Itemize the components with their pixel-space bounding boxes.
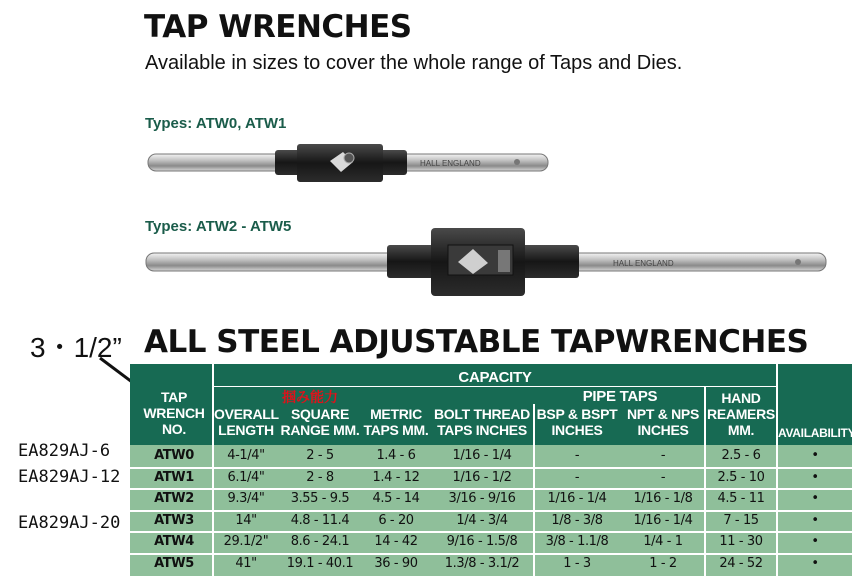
col-header-npt-l2: INCHES (637, 422, 689, 438)
cell-avail: • (811, 534, 819, 549)
col-header-bolt-l1: BOLT THREAD (434, 406, 530, 422)
col-header-square-l2: RANGE MM. (280, 422, 360, 438)
cell-overall: 14" (235, 512, 257, 528)
cell-avail: • (811, 512, 819, 528)
cell-no: ATW4 (154, 534, 194, 549)
col-header-capacity: CAPACITY (458, 369, 532, 386)
product-code: EA829AJ-12 (18, 467, 121, 487)
col-header-bolt-l2: TAPS INCHES (437, 422, 527, 438)
cell-npt: 1 - 2 (649, 555, 677, 571)
types-label-small: Types: ATW0, ATW1 (145, 115, 287, 132)
cell-metric: 6 - 20 (378, 512, 414, 528)
wrench-marking-small: HALL ENGLAND (420, 159, 481, 168)
cell-overall: 9.3/4" (227, 491, 265, 506)
cell-bsp: 1 - 3 (563, 555, 591, 571)
page-subtitle: Available in sizes to cover the whole range of Taps and Dies. (145, 52, 683, 74)
col-header-metric-l1: METRIC (370, 406, 422, 422)
cell-bsp: 3/8 - 1.1/8 (545, 534, 609, 549)
cell-overall: 29.1/2" (223, 534, 269, 549)
cell-metric: 36 - 90 (374, 555, 418, 571)
cell-square: 4.8 - 11.4 (290, 512, 350, 528)
col-header-npt (622, 406, 704, 438)
cell-hand: 24 - 52 (719, 555, 763, 571)
cell-bsp: 1/16 - 1/4 (547, 491, 607, 506)
col-header-hand-l1: HAND (721, 390, 761, 406)
cell-avail: • (811, 448, 819, 463)
cell-npt: 1/16 - 1/8 (633, 491, 693, 506)
cell-bolt: 1/16 - 1/2 (452, 469, 512, 485)
cell-no: ATW3 (154, 512, 194, 528)
col-header-square (280, 406, 360, 438)
dimension-note: 3・1/2” (30, 332, 122, 363)
cell-bsp: 1/8 - 3/8 (551, 512, 603, 528)
cell-no: ATW1 (154, 469, 194, 485)
col-header-metric-l2: TAPS MM. (363, 422, 429, 438)
row-divider (130, 488, 852, 490)
col-header-metric (362, 406, 430, 438)
col-header-hand-l3: MM. (727, 422, 755, 438)
col-header-hand-l2: REAMERS (707, 406, 775, 422)
cell-metric: 1.4 - 12 (372, 469, 420, 485)
cell-metric: 14 - 42 (374, 534, 418, 549)
cell-bolt: 1.3/8 - 3.1/2 (444, 555, 520, 571)
cell-overall: 41" (235, 555, 257, 571)
col-header-bolt (432, 406, 532, 438)
types-label-large: Types: ATW2 - ATW5 (145, 218, 292, 235)
cell-no: ATW5 (154, 555, 194, 571)
cell-bolt: 1/4 - 3/4 (456, 512, 508, 528)
cell-npt: - (660, 469, 666, 485)
cell-square: 2 - 5 (306, 448, 334, 463)
col-header-no-l2: WRENCH (143, 405, 205, 421)
cell-metric: 4.5 - 14 (372, 491, 420, 506)
col-header-overall-l1: OVERALL (214, 406, 279, 422)
cell-no: ATW2 (154, 491, 194, 506)
col-divider (533, 404, 535, 576)
cell-square: 8.6 - 24.1 (290, 534, 350, 549)
cell-hand: 7 - 15 (723, 512, 759, 528)
cell-npt: 1/16 - 1/4 (633, 512, 693, 528)
col-header-no-l3: NO. (162, 421, 186, 437)
cell-hand: 2.5 - 10 (717, 469, 765, 485)
col-header-no-l1: TAP (160, 389, 188, 405)
cell-bolt: 3/16 - 9/16 (448, 491, 516, 506)
col-header-square-l1: SQUARE (290, 406, 350, 422)
row-divider (130, 467, 852, 469)
col-header-overall-l2: LENGTH (218, 422, 274, 438)
cell-no: ATW0 (154, 448, 194, 463)
cell-npt: 1/4 - 1 (643, 534, 683, 549)
row-divider (130, 531, 852, 533)
cell-avail: • (811, 555, 819, 571)
cell-bolt: 9/16 - 1.5/8 (446, 534, 518, 549)
product-code: EA829AJ-6 (18, 441, 111, 461)
cell-npt: - (660, 448, 666, 463)
row-divider (130, 553, 852, 555)
cell-avail: • (811, 491, 819, 506)
cell-bolt: 1/16 - 1/4 (452, 448, 512, 463)
col-header-bsp (536, 406, 618, 438)
page-title: TAP WRENCHES (144, 9, 412, 45)
col-header-hand (706, 390, 776, 438)
cell-hand: 11 - 30 (719, 534, 763, 549)
col-header-no (136, 389, 212, 437)
cell-hand: 2.5 - 6 (721, 448, 761, 463)
col-header-overall (214, 406, 278, 438)
cell-overall: 4-1/4" (227, 448, 265, 463)
cell-hand: 4.5 - 11 (717, 491, 765, 506)
header-divider (214, 386, 776, 387)
wrench-marking-large: HALL ENGLAND (613, 259, 674, 268)
cell-bsp: - (574, 469, 580, 485)
col-header-pipe-taps: PIPE TAPS (582, 388, 658, 405)
cell-square: 2 - 8 (306, 469, 334, 485)
grip-capacity-note: 掴み能力 (282, 389, 338, 405)
row-divider (130, 510, 852, 512)
product-code: EA829AJ-20 (18, 513, 121, 533)
cell-overall: 6.1/4" (227, 469, 265, 485)
section-title: ALL STEEL ADJUSTABLE TAPWRENCHES (144, 324, 809, 360)
col-header-npt-l1: NPT & NPS (627, 406, 699, 422)
cell-bsp: - (574, 448, 580, 463)
cell-avail: • (811, 469, 819, 485)
col-header-availability: AVAILABILITY (778, 426, 856, 440)
col-header-bsp-l1: BSP & BSPT (536, 406, 618, 422)
col-header-bsp-l2: INCHES (551, 422, 603, 438)
cell-metric: 1.4 - 6 (376, 448, 416, 463)
cell-square: 19.1 - 40.1 (286, 555, 354, 571)
cell-square: 3.55 - 9.5 (290, 491, 350, 506)
